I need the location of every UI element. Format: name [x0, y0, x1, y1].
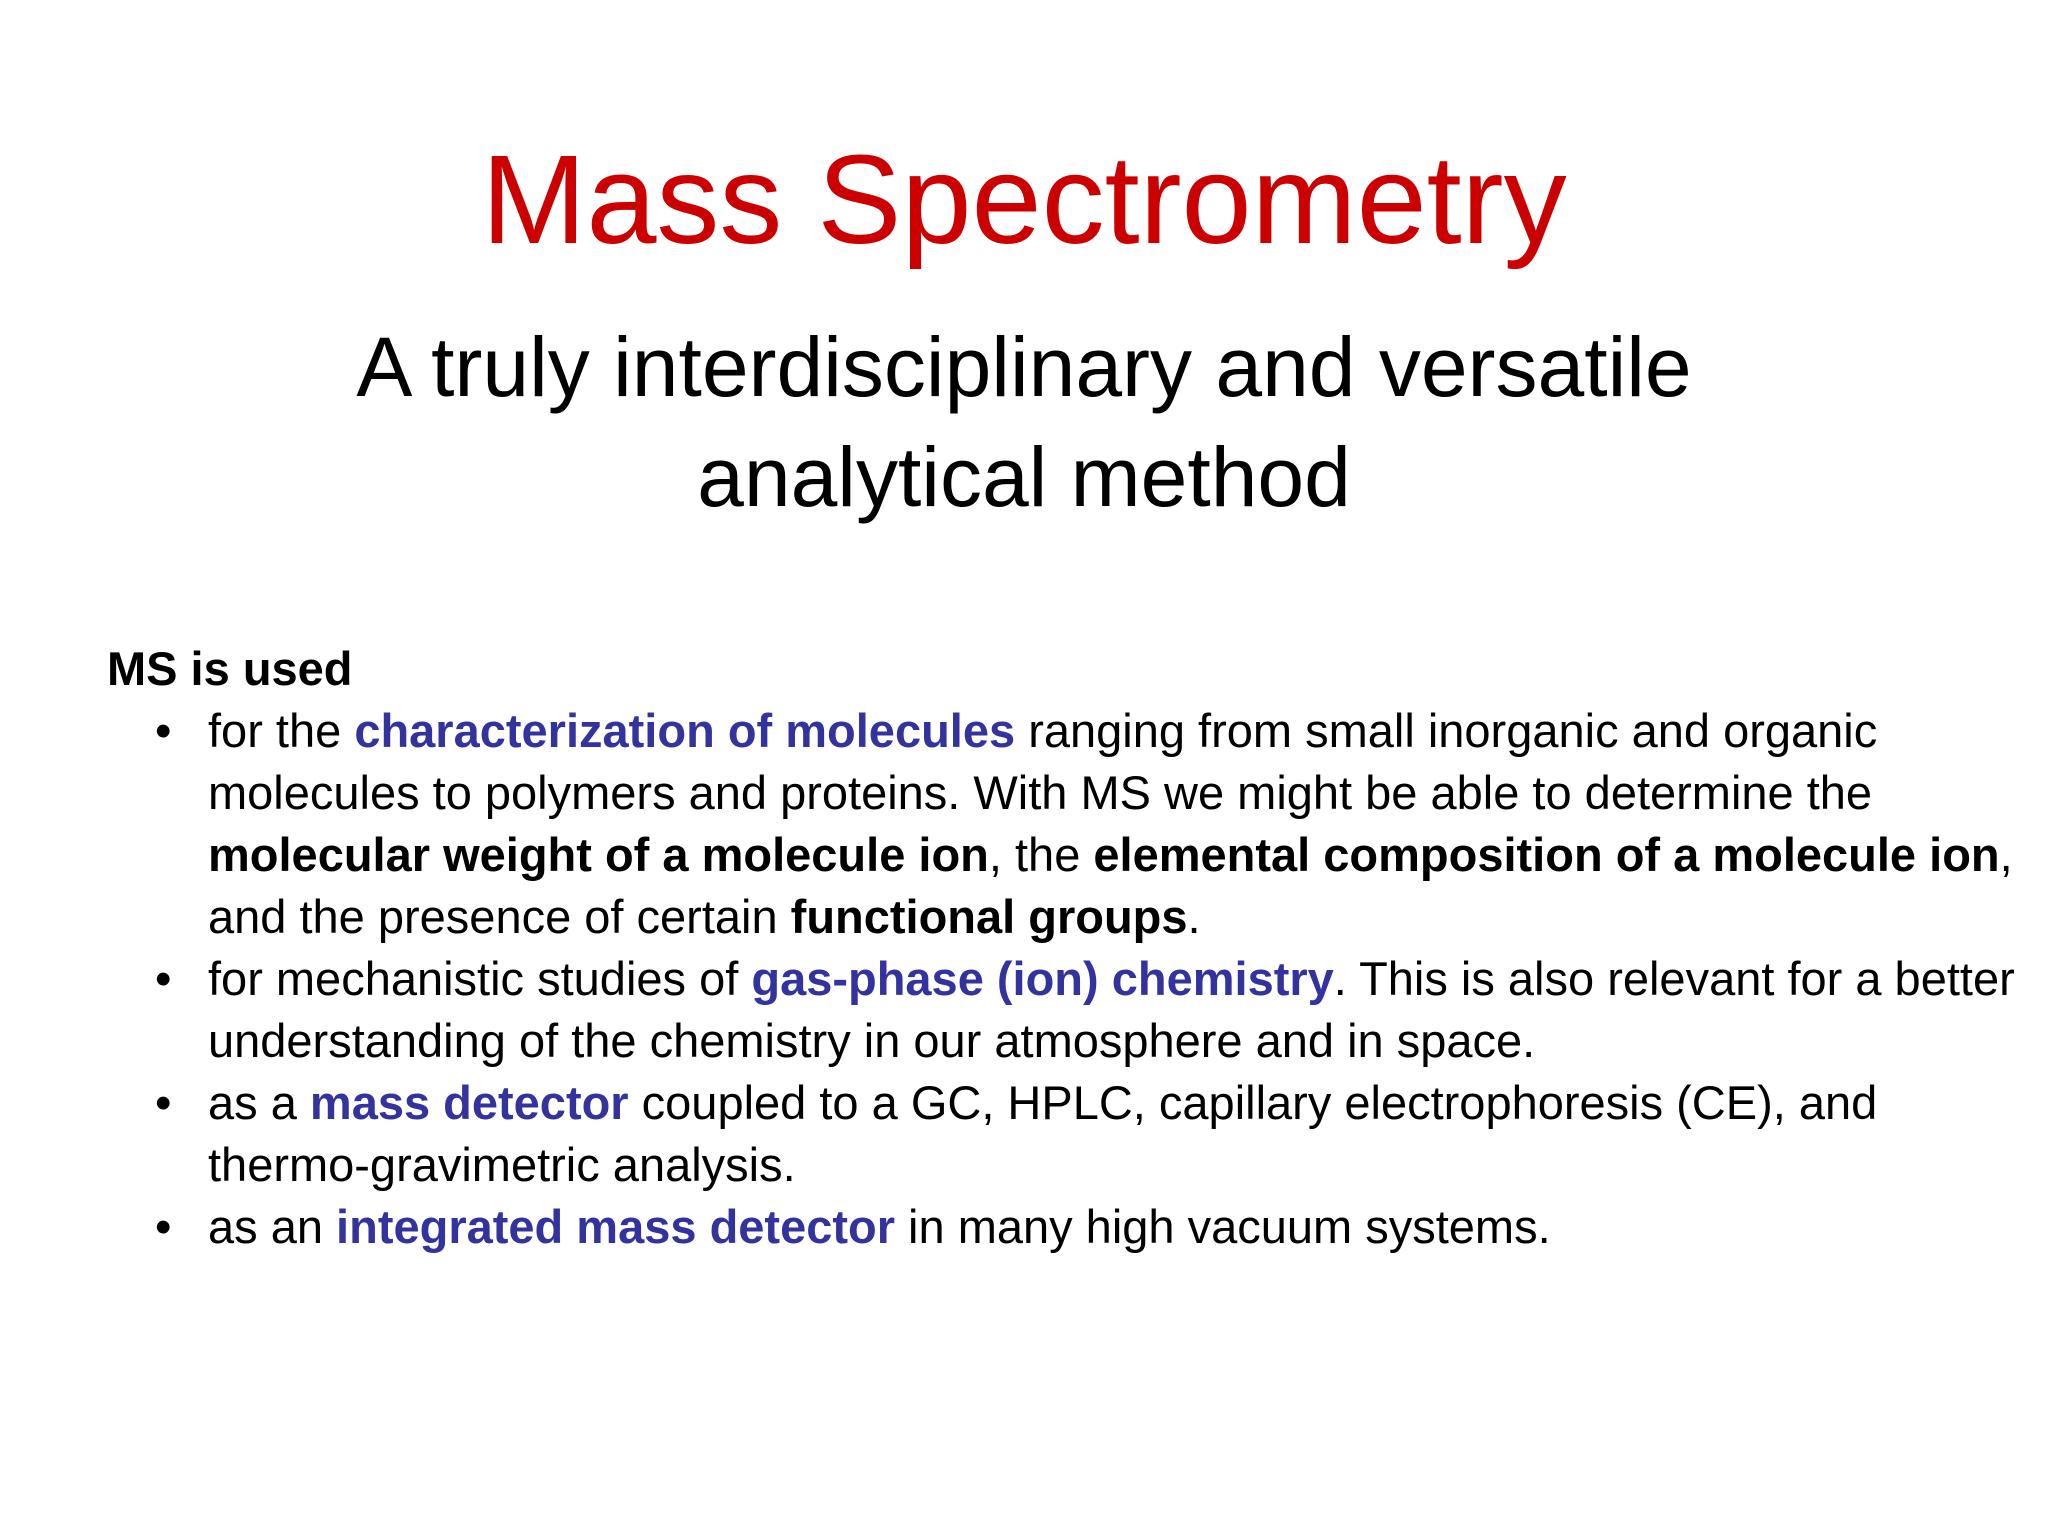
bullet-item-gas-phase [107, 948, 2038, 1072]
highlight-text: characterization of molecules [354, 704, 1016, 757]
bullet-text: in many high vacuum systems. [895, 1200, 1551, 1253]
bold-text: molecular weight of a molecule ion [208, 828, 989, 881]
bullet-text: , and the presence of certain [208, 828, 2013, 943]
bullet-text: . [1187, 890, 1201, 943]
bullet-icon: • [155, 1200, 172, 1253]
bullet-icon: • [155, 704, 172, 757]
highlight-text: mass detector [309, 1076, 629, 1129]
slide-subtitle [0, 312, 2048, 532]
highlight-text: integrated mass detector [336, 1200, 895, 1253]
subtitle-line-2: analytical method [697, 430, 1351, 524]
bullet-item-mass-detector [107, 1072, 2038, 1196]
bullet-text: coupled to a GC, HPLC, capillary electrophoresis (CE), and thermo-gravimetric analysis. [208, 1076, 1878, 1191]
bullet-text: as an [208, 1200, 337, 1253]
bold-text: elemental composition of a molecule ion [1093, 828, 2000, 881]
bullet-text: . This is also relevant for a better understanding of the chemistry in our atmosphere and in space. [208, 952, 2015, 1067]
bullet-text: for the [208, 704, 355, 757]
bullet-icon: • [155, 1076, 172, 1129]
bullet-icon: • [155, 952, 172, 1005]
bullet-text: , the [988, 828, 1094, 881]
slide-title: Mass Spectrometry [481, 129, 1567, 270]
bullet-text: as a [208, 1076, 310, 1129]
bullet-text: for mechanistic studies of [208, 952, 752, 1005]
bold-text: functional groups [790, 890, 1188, 943]
bullet-item-characterization [107, 700, 2038, 948]
bullet-item-integrated-detector [107, 1196, 2038, 1258]
slide-body [107, 638, 2015, 1258]
bullet-list [107, 700, 2015, 1258]
bullet-text: ranging from small inorganic and organic molecules to polymers and proteins. With MS we might be able to determine the [208, 704, 1878, 819]
highlight-text: gas-phase (ion) chemistry [751, 952, 1334, 1005]
lead-text: MS is used [107, 642, 353, 695]
subtitle-line-1: A truly interdisciplinary and versatile [356, 320, 1692, 414]
